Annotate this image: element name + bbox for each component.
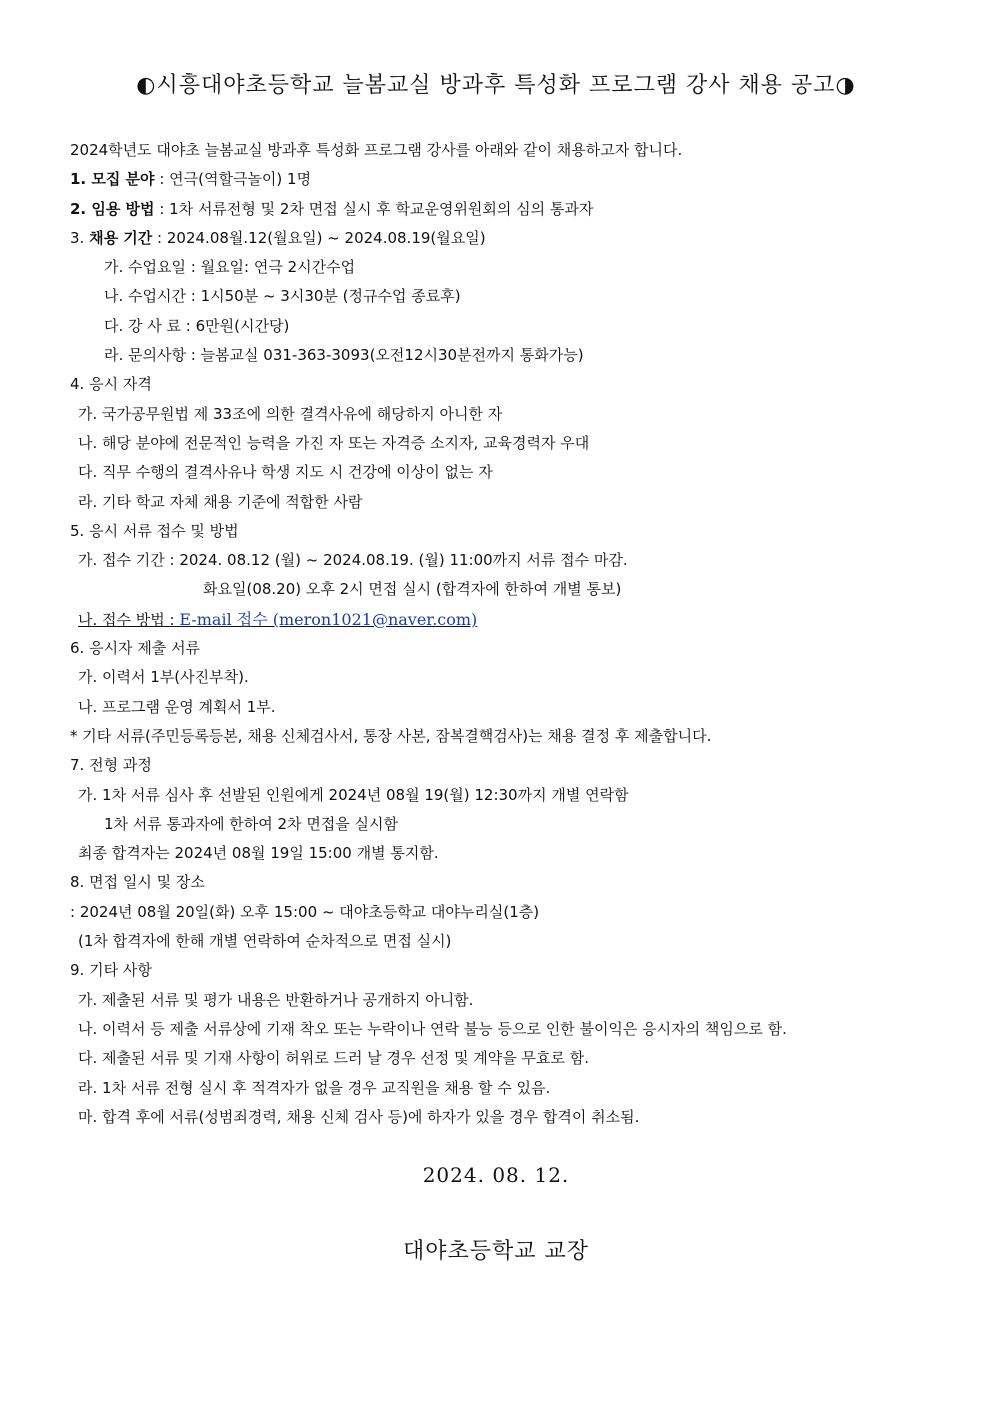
section-7-item: 가. 1차 서류 심사 후 선발된 인원에게 2024년 08월 19(월) 12:30까지 개별 연락함	[78, 785, 629, 804]
section-3-item: 라. 문의사항 : 늘봄교실 031-363-3093(오전12시30분전까지 통화가능)	[104, 346, 584, 365]
email-link[interactable]: E-mail 접수 (meron1021@naver.com)	[179, 609, 478, 629]
section-4-heading: 4. 응시 자격	[70, 375, 152, 394]
section-6-item: 가. 이력서 1부(사진부착).	[78, 668, 249, 687]
notice-body	[70, 136, 930, 1132]
section-9-item: 마. 합격 후에 서류(성범죄경력, 채용 신체 검사 등)에 하자가 있을 경우 합격이 취소됨.	[78, 1107, 640, 1126]
section-2	[70, 195, 930, 224]
section-1-value: : 연극(역할극놀이) 1명	[154, 170, 312, 189]
section-4-item: 가. 국가공무원법 제 33조에 의한 결격사유에 해당하지 아니한 자	[78, 404, 503, 423]
section-1-num: 1.	[70, 170, 92, 189]
section-5-heading: 5. 응시 서류 접수 및 방법	[70, 521, 239, 540]
section-3-num: 3.	[70, 228, 90, 247]
section-1	[70, 165, 930, 194]
section-9-item: 가. 제출된 서류 및 평가 내용은 반환하거나 공개하지 아니함.	[78, 990, 474, 1009]
section-8-line: : 2024년 08월 20일(화) 오후 15:00 ~ 대야초등학교 대야누리실(1층)	[70, 902, 540, 921]
section-9-item: 다. 제출된 서류 및 기재 사항이 허위로 드러 날 경우 선정 및 계약을 무효로 함.	[78, 1049, 589, 1068]
intro-text: 2024학년도 대야초 늘봄교실 방과후 특성화 프로그램 강사를 아래와 같이 채용하고자 합니다.	[70, 141, 683, 159]
section-3-item: 나. 수업시간 : 1시50분 ~ 3시30분 (정규수업 종료후)	[104, 287, 461, 306]
section-5-submit-method	[70, 605, 930, 634]
section-4-item: 라. 기타 학교 자체 채용 기준에 적합한 사람	[78, 492, 363, 511]
section-3-item: 가. 수업요일 : 월요일: 연극 2시간수업	[104, 258, 356, 277]
section-7-heading: 7. 전형 과정	[70, 756, 152, 775]
section-3	[70, 224, 930, 253]
section-3-value: : 2024.08월.12(월요일) ~ 2024.08.19(월요일)	[152, 228, 486, 247]
notice-date: 2024. 08. 12.	[422, 1163, 570, 1187]
section-9-heading: 9. 기타 사항	[70, 961, 152, 980]
section-8-heading: 8. 면접 일시 및 장소	[70, 873, 205, 892]
section-7-item: 최종 합격자는 2024년 08월 19일 15:00 개별 통지함.	[78, 844, 439, 863]
notice-title: ◐시흥대야초등학교 늘봄교실 방과후 특성화 프로그램 강사 채용 공고◑	[136, 73, 856, 98]
section-5-item: 가. 접수 기간 : 2024. 08.12 (월) ~ 2024.08.19. (월) 11:00까지 서류 접수 마감.	[78, 551, 628, 570]
section-3-label: 채용 기간	[89, 228, 153, 247]
submit-method-label: 나. 접수 방법 :	[78, 610, 180, 629]
section-5-item-cont: 화요일(08.20) 오후 2시 면접 실시 (합격자에 한하여 개별 통보)	[203, 580, 622, 599]
section-6-note: * 기타 서류(주민등록등본, 채용 신체검사서, 통장 사본, 잠복결핵검사)는 채용 결정 후 제출합니다.	[70, 726, 712, 745]
section-9-item: 나. 이력서 등 제출 서류상에 기재 착오 또는 누락이나 연락 불능 등으로 인한 불이익은 응시자의 책임으로 함.	[78, 1019, 787, 1038]
section-6-item: 나. 프로그램 운영 계획서 1부.	[78, 697, 276, 716]
signature: 대야초등학교 교장	[402, 1239, 589, 1264]
section-9-item: 라. 1차 서류 전형 실시 후 적격자가 없을 경우 교직원을 채용 할 수 있음.	[78, 1078, 551, 1097]
section-2-num: 2.	[70, 199, 92, 218]
section-4-item: 나. 해당 분야에 전문적인 능력을 가진 자 또는 자격증 소지자, 교육경력자 우대	[78, 433, 590, 452]
section-2-value: : 1차 서류전형 및 2차 면접 실시 후 학교운영위원회의 심의 통과자	[154, 199, 594, 218]
section-4-item: 다. 직무 수행의 결격사유나 학생 지도 시 건강에 이상이 없는 자	[78, 463, 493, 482]
section-7-item-cont: 1차 서류 통과자에 한하여 2차 면접을 실시함	[104, 814, 399, 833]
section-3-item: 다. 강 사 료 : 6만원(시간당)	[104, 316, 290, 335]
section-8-line: (1차 합격자에 한해 개별 연락하여 순차적으로 면접 실시)	[78, 932, 452, 951]
section-2-label: 임용 방법	[91, 199, 155, 218]
section-1-label: 모집 분야	[91, 170, 155, 189]
section-6-heading: 6. 응시자 제출 서류	[70, 639, 201, 658]
